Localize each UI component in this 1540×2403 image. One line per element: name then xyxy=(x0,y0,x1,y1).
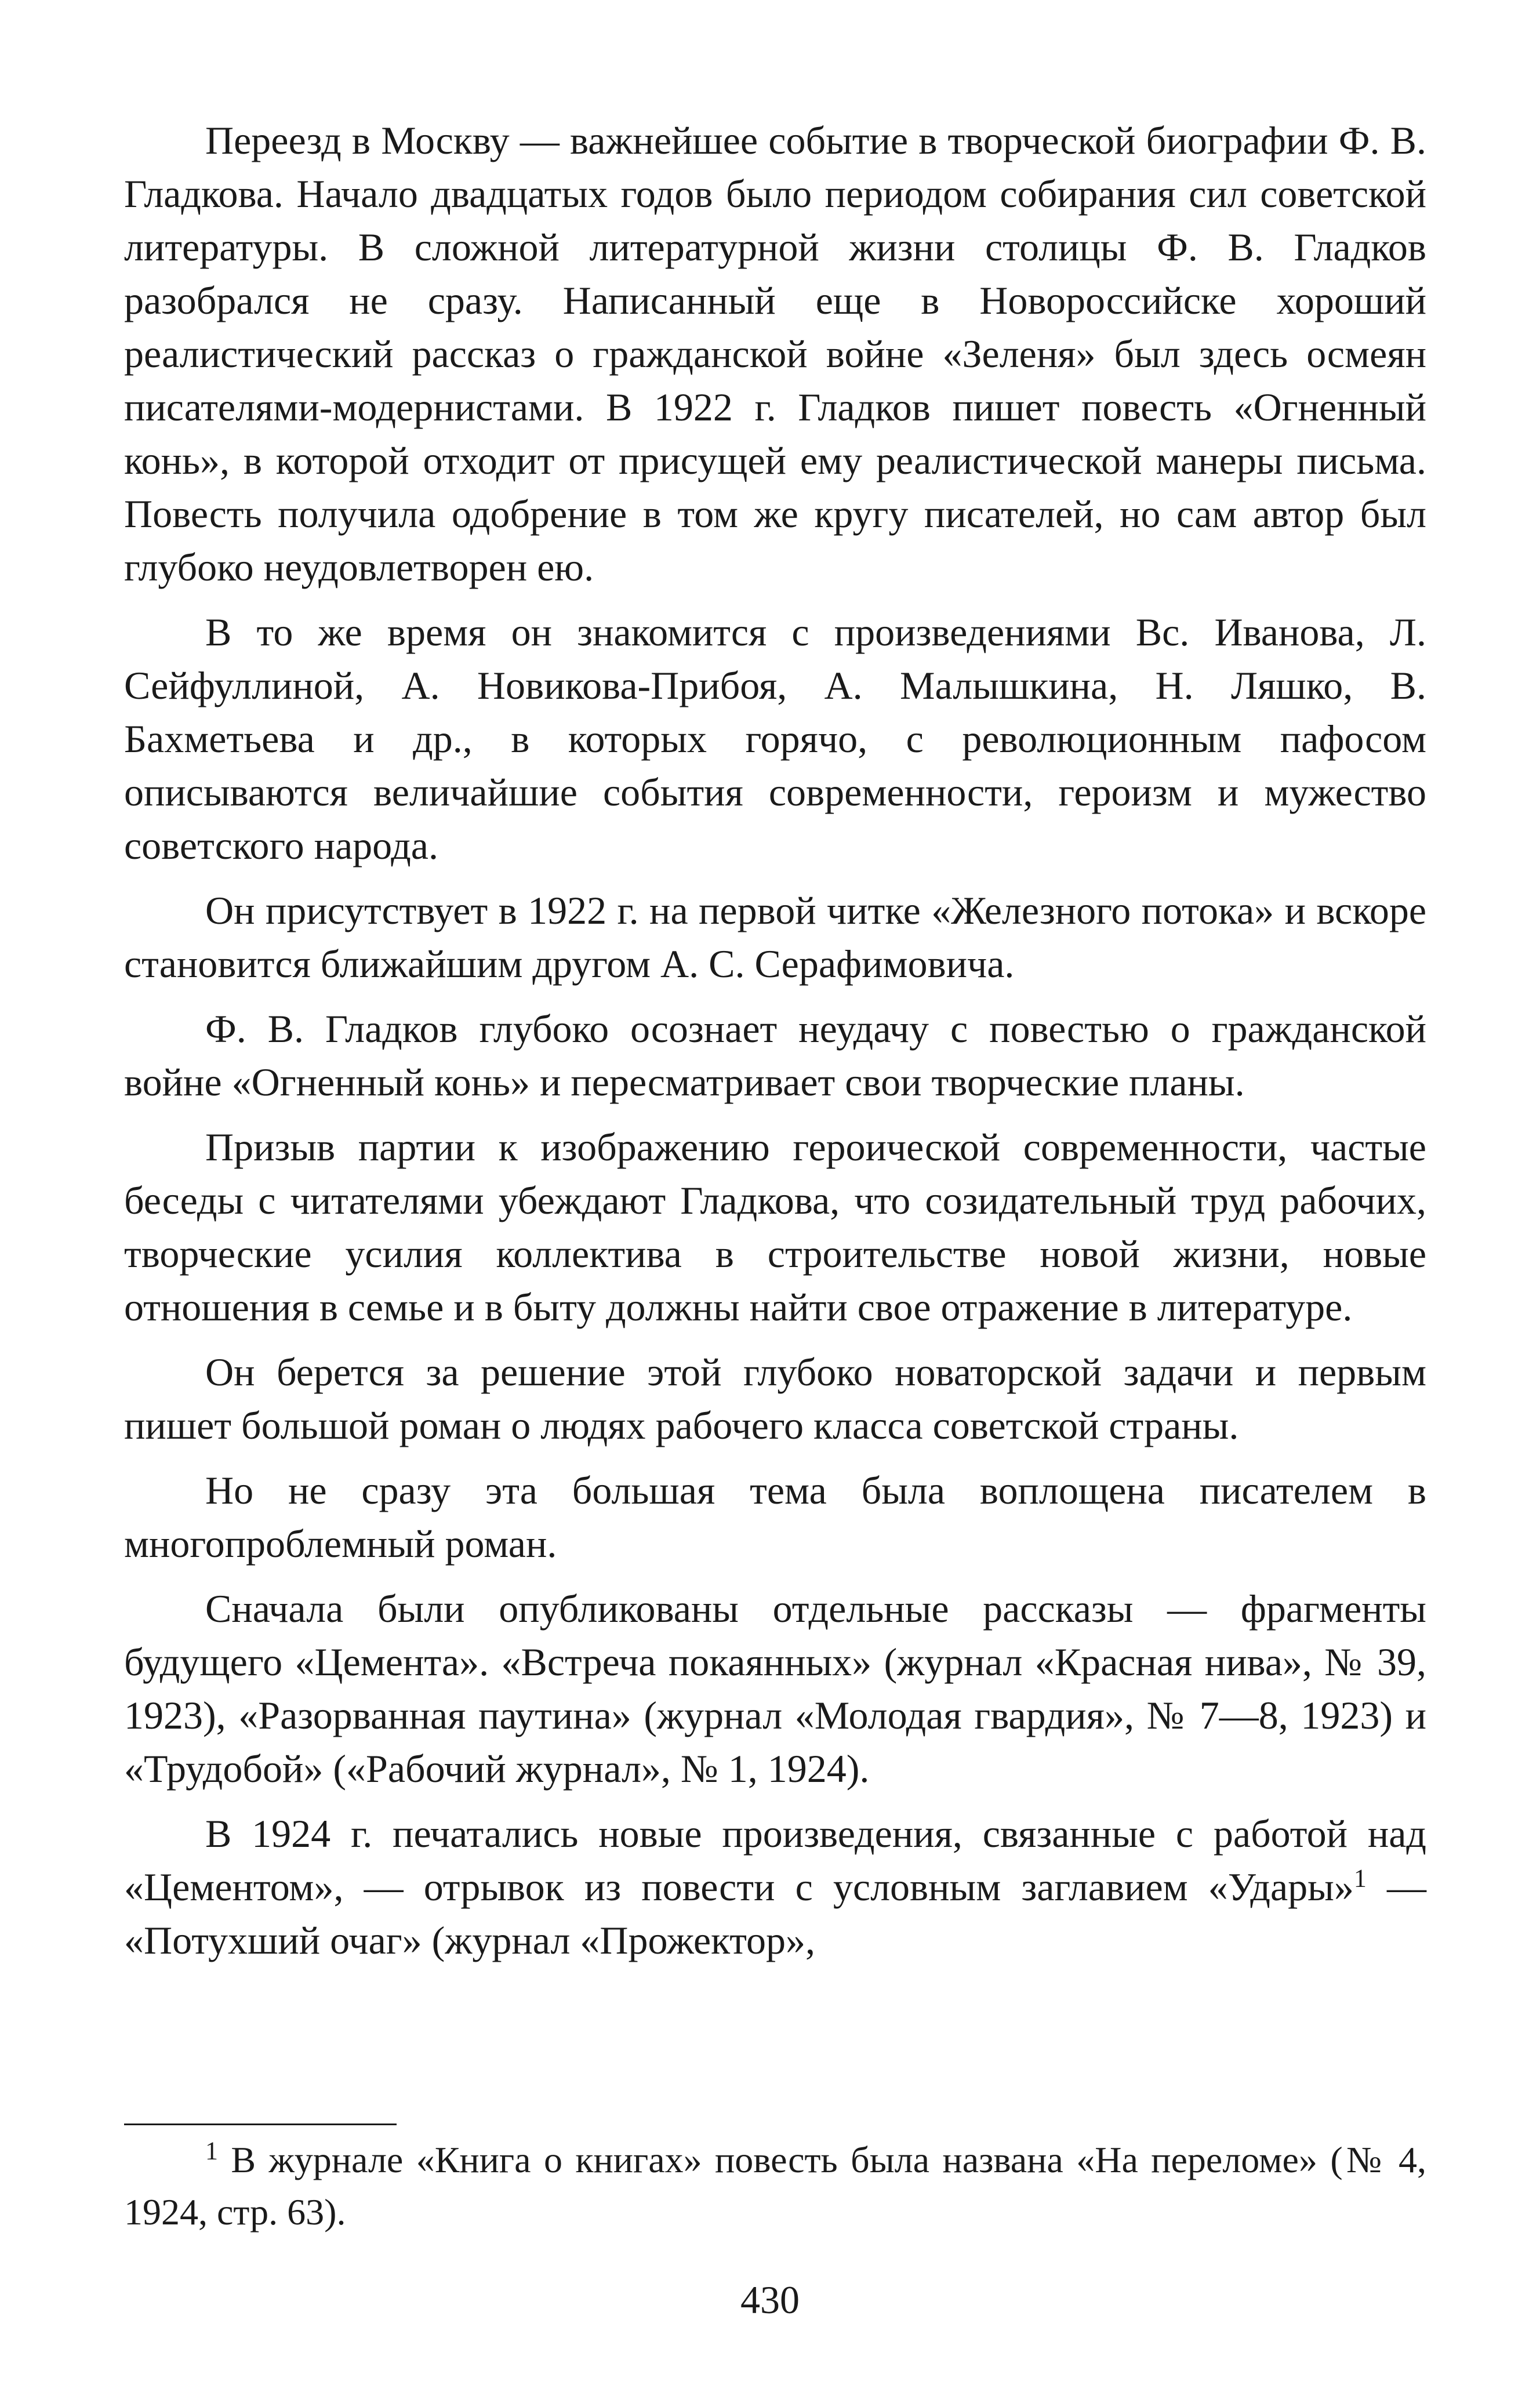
footnote-text: В журнале «Книга о книгах» повесть была названа «На переломе» (№ 4, 1924, стр. 63). xyxy=(124,2139,1426,2233)
paragraph-1: Переезд в Москву — важнейшее событие в творческой биографии Ф. В. Гладкова. Начало двадцатых годов было периодом собирания сил советской литературы. В сложной литературной жизни столицы Ф. В. Гладков разобрался не сразу. Написанный еще в Новороссийске хороший реалистический рассказ о гражданской войне «Зеленя» был здесь осмеян писателями-модернистами. В 1922 г. Гладков пишет повесть «Огненный конь», в которой отходит от присущей ему реалистической манеры письма. Повесть получила одобрение в том же кругу писателей, но сам автор был глубоко неудовлетворен ею. xyxy=(124,118,1426,589)
paragraph-3: Он присутствует в 1922 г. на первой читке «Железного потока» и вскоре становится ближайшим другом А. С. Серафимовича. xyxy=(124,888,1426,986)
footnote xyxy=(124,2134,1426,2238)
main-text xyxy=(124,114,1426,1979)
paragraph-4: Ф. В. Гладков глубоко осознает неудачу с повестью о гражданской войне «Огненный конь» и пересматривает свои творческие планы. xyxy=(124,1007,1426,1104)
page-number: 430 xyxy=(740,2278,800,2322)
footnote-divider xyxy=(124,2124,397,2125)
footnote-mark: 1 xyxy=(205,2136,218,2165)
paragraph-2: В то же время он знакомится с произведениями Вс. Иванова, Л. Сейфуллиной, А. Новикова-Прибоя, А. Малышкина, Н. Ляшко, В. Бахметьева и др., в которых горячо, с революционным пафосом описываются величайшие события современности, героизм и мужество советского народа. xyxy=(124,610,1426,867)
footnote-paragraph xyxy=(124,2134,1426,2238)
footnote-reference: 1 xyxy=(1353,1864,1367,1893)
paragraph-8: Сначала были опубликованы отдельные рассказы — фрагменты будущего «Цемента». «Встреча покаянных» (журнал «Красная нива», № 39, 1923), «Разорванная паутина» (журнал «Молодая гвардия», № 7—8, 1923) и «Трудобой» («Рабочий журнал», № 1, 1924). xyxy=(124,1587,1426,1791)
paragraph-7: Но не сразу эта большая тема была воплощена писателем в многопроблемный роман. xyxy=(124,1468,1426,1566)
paragraph-9-continuation: — «Потухший очаг» (журнал «Прожектор», xyxy=(124,1865,1426,1962)
paragraph-9 xyxy=(124,1807,1426,1967)
paragraph-6: Он берется за решение этой глубоко новаторской задачи и первым пишет большой роман о людях рабочего класса советской страны. xyxy=(124,1350,1426,1447)
paragraph-9-text: В 1924 г. печатались новые произведения, связанные с работой над «Цементом», — отрывок из повести с условным заглавием «Удары» xyxy=(124,1812,1426,1909)
paragraph-5: Призыв партии к изображению героической современности, частые беседы с читателями убеждают Гладкова, что созидательный труд рабочих, творческие усилия коллектива в строительстве новой жизни, новые отношения в семье и в быту должны найти свое отражение в литературе. xyxy=(124,1125,1426,1329)
